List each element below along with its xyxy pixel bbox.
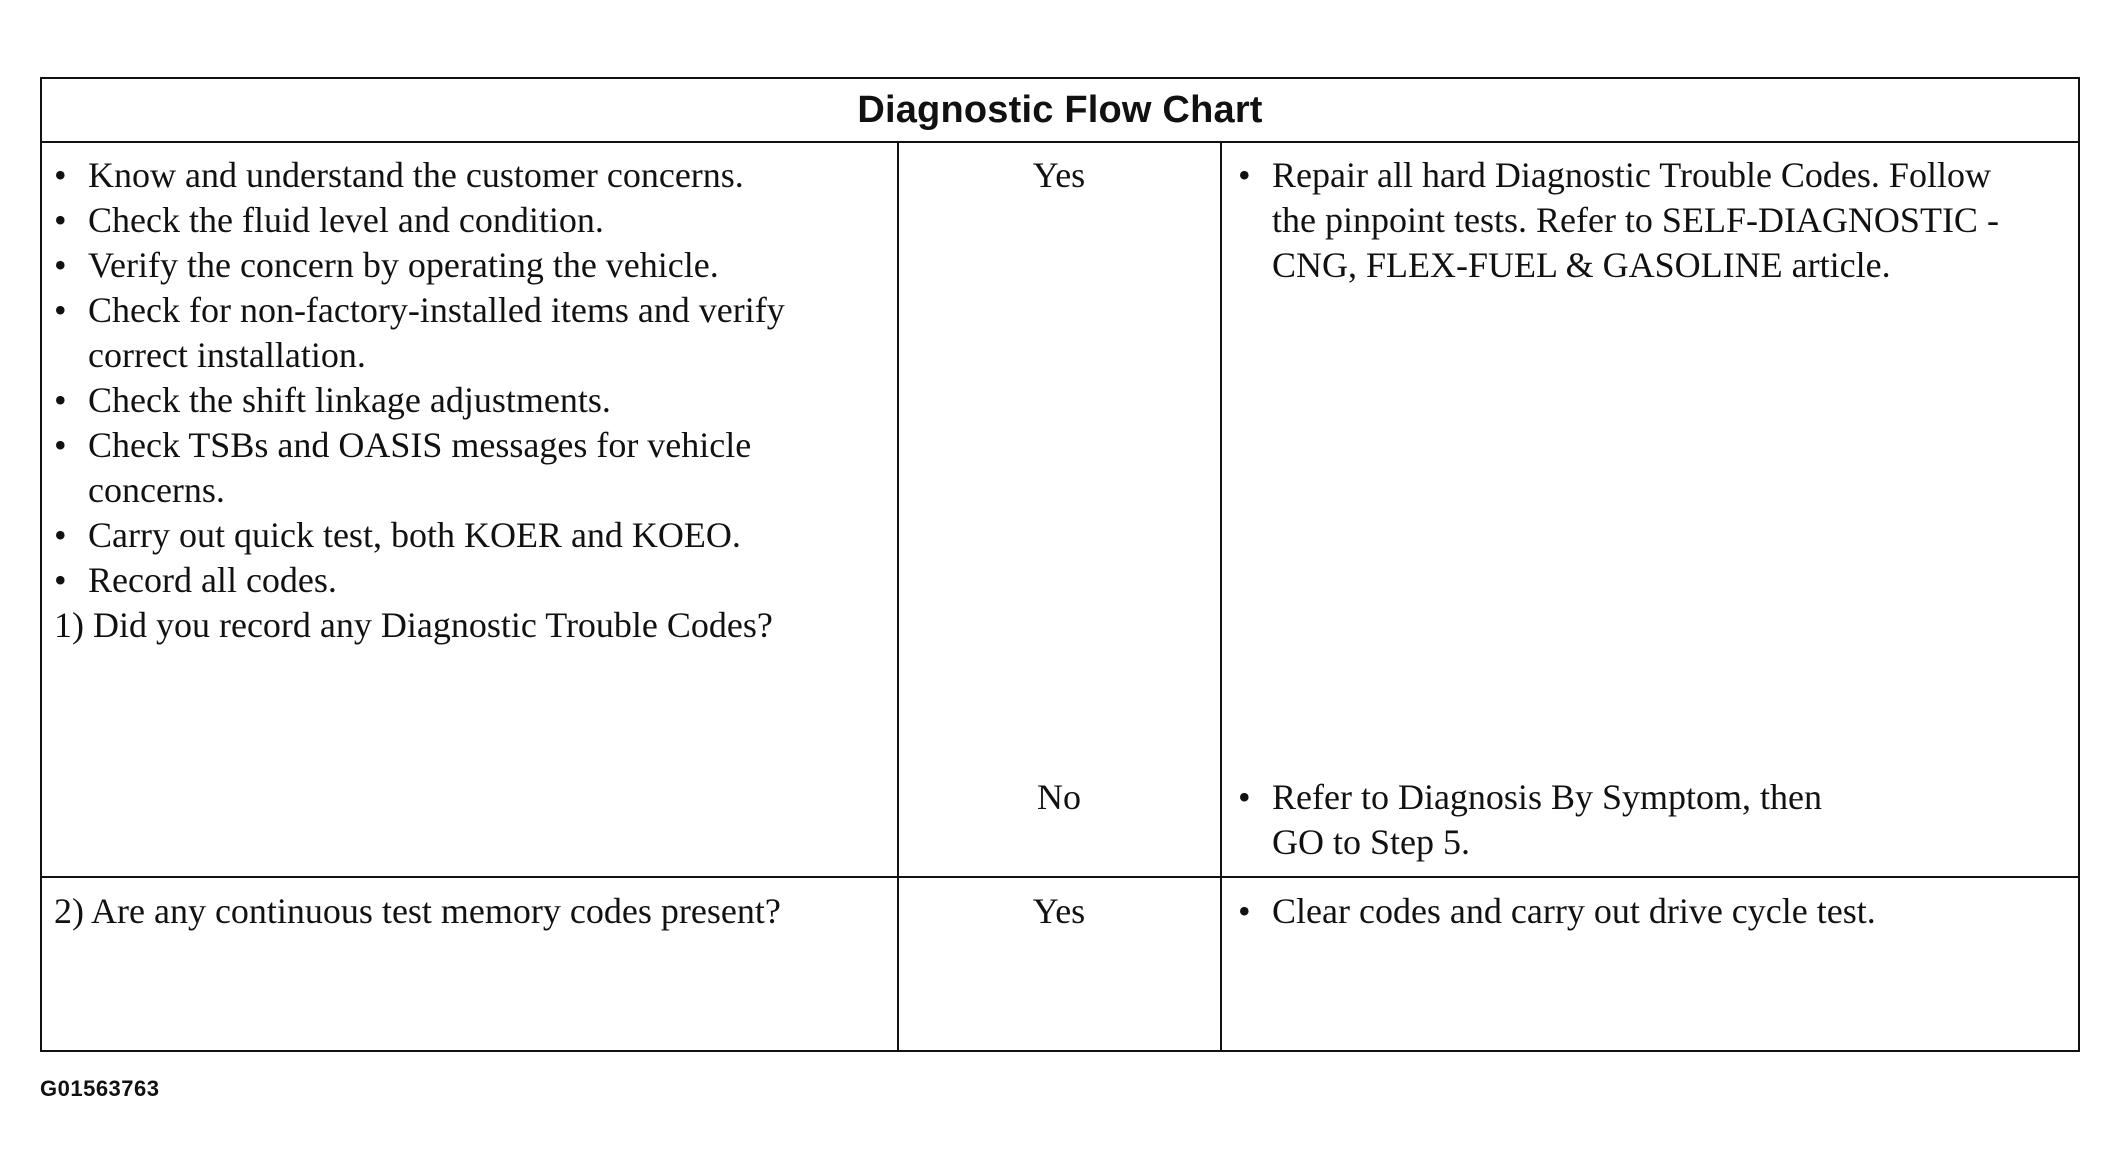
step1-yes-label: Yes — [1032, 155, 1086, 195]
list-item-text: Check for non-factory-installed items and verify correct installation. — [88, 290, 785, 375]
step2-yes-action-list — [1238, 889, 1876, 934]
step1-no-label: No — [1037, 777, 1081, 817]
step1-yes-action — [1238, 153, 2018, 288]
step1-yes-action-list — [1238, 153, 2018, 288]
step1-no-action — [1238, 775, 1858, 865]
column-divider-2 — [1220, 141, 1222, 1052]
diagnostic-flow-chart — [40, 77, 2080, 1052]
list-item: • Repair all hard Diagnostic Trouble Codes. Follow the pinpoint tests. Refer to SELF-DIAGNOSTIC - CNG, FLEX-FUEL & GASOLINE article. — [1238, 153, 2018, 288]
step2-question: 2) Are any continuous test memory codes present? — [54, 891, 781, 931]
chart-title: Diagnostic Flow Chart — [42, 79, 2078, 143]
list-item: • Record all codes. — [54, 558, 888, 603]
step1-instructions — [54, 153, 888, 648]
list-item-text: Check TSBs and OASIS messages for vehicle concerns. — [88, 425, 752, 510]
list-item: • Know and understand the customer concerns. — [54, 153, 888, 198]
step2-yes-action — [1238, 889, 1876, 934]
list-item: • Check the fluid level and condition. — [54, 198, 888, 243]
step2-yes-label: Yes — [1032, 891, 1086, 931]
figure-code: G01563763 — [40, 1076, 160, 1101]
list-item — [54, 423, 888, 513]
row-divider — [42, 876, 2078, 878]
list-item: • Check the shift linkage adjustments. — [54, 378, 888, 423]
list-item: • Carry out quick test, both KOER and KOEO. — [54, 513, 888, 558]
step1-check-list — [54, 153, 888, 603]
step1-question: 1) Did you record any Diagnostic Trouble Codes? — [54, 605, 773, 645]
list-item — [54, 288, 868, 378]
list-item: • Verify the concern by operating the vehicle. — [54, 243, 888, 288]
step1-no-action-list — [1238, 775, 1858, 865]
list-item: • Clear codes and carry out drive cycle test. — [1238, 889, 1876, 934]
list-item: • Refer to Diagnosis By Symptom, then GO to Step 5. — [1238, 775, 1858, 865]
